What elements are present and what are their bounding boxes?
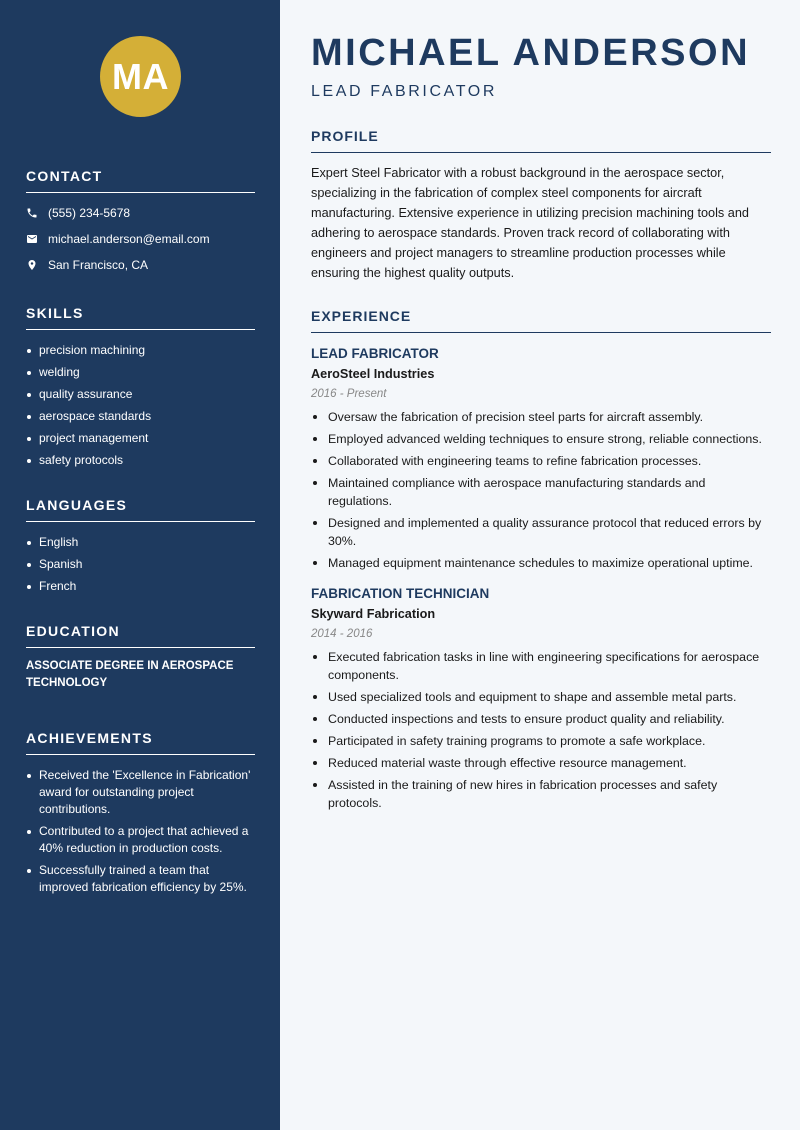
candidate-name: MICHAEL ANDERSON bbox=[311, 32, 751, 74]
phone-icon bbox=[26, 207, 38, 219]
job-title: LEAD FABRICATOR bbox=[311, 346, 439, 361]
achievements-list bbox=[26, 767, 255, 896]
language-item: English bbox=[26, 534, 255, 551]
contact-heading: CONTACT bbox=[26, 168, 255, 193]
job-title: FABRICATION TECHNICIAN bbox=[311, 586, 490, 601]
job-bullet: Collaborated with engineering teams to refine fabrication processes. bbox=[311, 452, 771, 470]
skill-item: aerospace standards bbox=[26, 408, 255, 425]
job-bullet: Maintained compliance with aerospace manufacturing standards and regulations. bbox=[311, 474, 771, 510]
job-entry bbox=[311, 346, 771, 572]
job-dates: 2014 - 2016 bbox=[311, 628, 373, 640]
job-bullet: Designed and implemented a quality assurance protocol that reduced errors by 30%. bbox=[311, 514, 771, 550]
contact-phone[interactable]: (555) 234-5678 bbox=[48, 206, 131, 220]
achievements-heading: ACHIEVEMENTS bbox=[26, 730, 255, 755]
experience-section bbox=[311, 308, 771, 816]
languages-section bbox=[26, 497, 255, 600]
achievements-section bbox=[26, 730, 255, 901]
job-bullet: Executed fabrication tasks in line with engineering specifications for aerospace components. bbox=[311, 648, 771, 684]
contact-section bbox=[26, 168, 255, 273]
job-bullet: Assisted in the training of new hires in fabrication processes and safety protocols. bbox=[311, 776, 771, 812]
job-bullet: Managed equipment maintenance schedules to maximize operational uptime. bbox=[311, 554, 771, 572]
language-item: French bbox=[26, 578, 255, 595]
achievement-item: Received the 'Excellence in Fabrication' award for outstanding project contributions. bbox=[26, 767, 255, 818]
education-degree: ASSOCIATE DEGREE IN AEROSPACE TECHNOLOGY bbox=[26, 660, 234, 689]
job-entry bbox=[311, 586, 771, 812]
contact-location: San Francisco, CA bbox=[48, 258, 149, 272]
contact-email-row bbox=[26, 231, 255, 247]
education-section bbox=[26, 623, 255, 692]
job-bullets bbox=[311, 648, 771, 812]
job-company: Skyward Fabrication bbox=[311, 607, 436, 621]
language-item: Spanish bbox=[26, 556, 255, 573]
skills-section bbox=[26, 305, 255, 474]
job-company: AeroSteel Industries bbox=[311, 367, 435, 381]
location-pin-icon bbox=[26, 259, 38, 271]
job-bullet: Participated in safety training programs to promote a safe workplace. bbox=[311, 732, 771, 750]
job-bullet: Used specialized tools and equipment to shape and assemble metal parts. bbox=[311, 688, 771, 706]
main-content bbox=[280, 0, 800, 1130]
sidebar bbox=[0, 0, 280, 1130]
candidate-title: LEAD FABRICATOR bbox=[311, 83, 497, 100]
contact-location-row bbox=[26, 257, 255, 273]
profile-heading: PROFILE bbox=[311, 128, 771, 153]
job-dates: 2016 - Present bbox=[311, 388, 387, 400]
languages-heading: LANGUAGES bbox=[26, 497, 255, 522]
languages-list bbox=[26, 534, 255, 595]
job-bullet: Employed advanced welding techniques to ensure strong, reliable connections. bbox=[311, 430, 771, 448]
skill-item: precision machining bbox=[26, 342, 255, 359]
job-bullet: Conducted inspections and tests to ensure product quality and reliability. bbox=[311, 710, 771, 728]
skill-item: quality assurance bbox=[26, 386, 255, 403]
skill-item: project management bbox=[26, 430, 255, 447]
contact-phone-row bbox=[26, 205, 255, 221]
profile-text: Expert Steel Fabricator with a robust background in the aerospace sector, specializing in the fabrication of complex steel components for aircraft manufacturing. Extensive experience in utilizing precision machining tools and adhering to aerospace standards. Proven track record of collaborating with engineers and project managers to streamline production processes while ensuring the highest quality outputs. bbox=[311, 166, 749, 280]
skill-item: welding bbox=[26, 364, 255, 381]
contact-email[interactable]: michael.anderson@email.com bbox=[48, 232, 210, 246]
job-bullets bbox=[311, 408, 771, 572]
profile-section bbox=[311, 128, 771, 283]
education-heading: EDUCATION bbox=[26, 623, 255, 648]
avatar: MA bbox=[100, 36, 181, 117]
achievement-item: Successfully trained a team that improved fabrication efficiency by 25%. bbox=[26, 862, 255, 896]
mail-icon bbox=[26, 233, 38, 245]
experience-heading: EXPERIENCE bbox=[311, 308, 771, 333]
skills-heading: SKILLS bbox=[26, 305, 255, 330]
skills-list bbox=[26, 342, 255, 469]
achievement-item: Contributed to a project that achieved a 40% reduction in production costs. bbox=[26, 823, 255, 857]
job-bullet: Reduced material waste through effective resource management. bbox=[311, 754, 771, 772]
job-bullet: Oversaw the fabrication of precision steel parts for aircraft assembly. bbox=[311, 408, 771, 426]
skill-item: safety protocols bbox=[26, 452, 255, 469]
